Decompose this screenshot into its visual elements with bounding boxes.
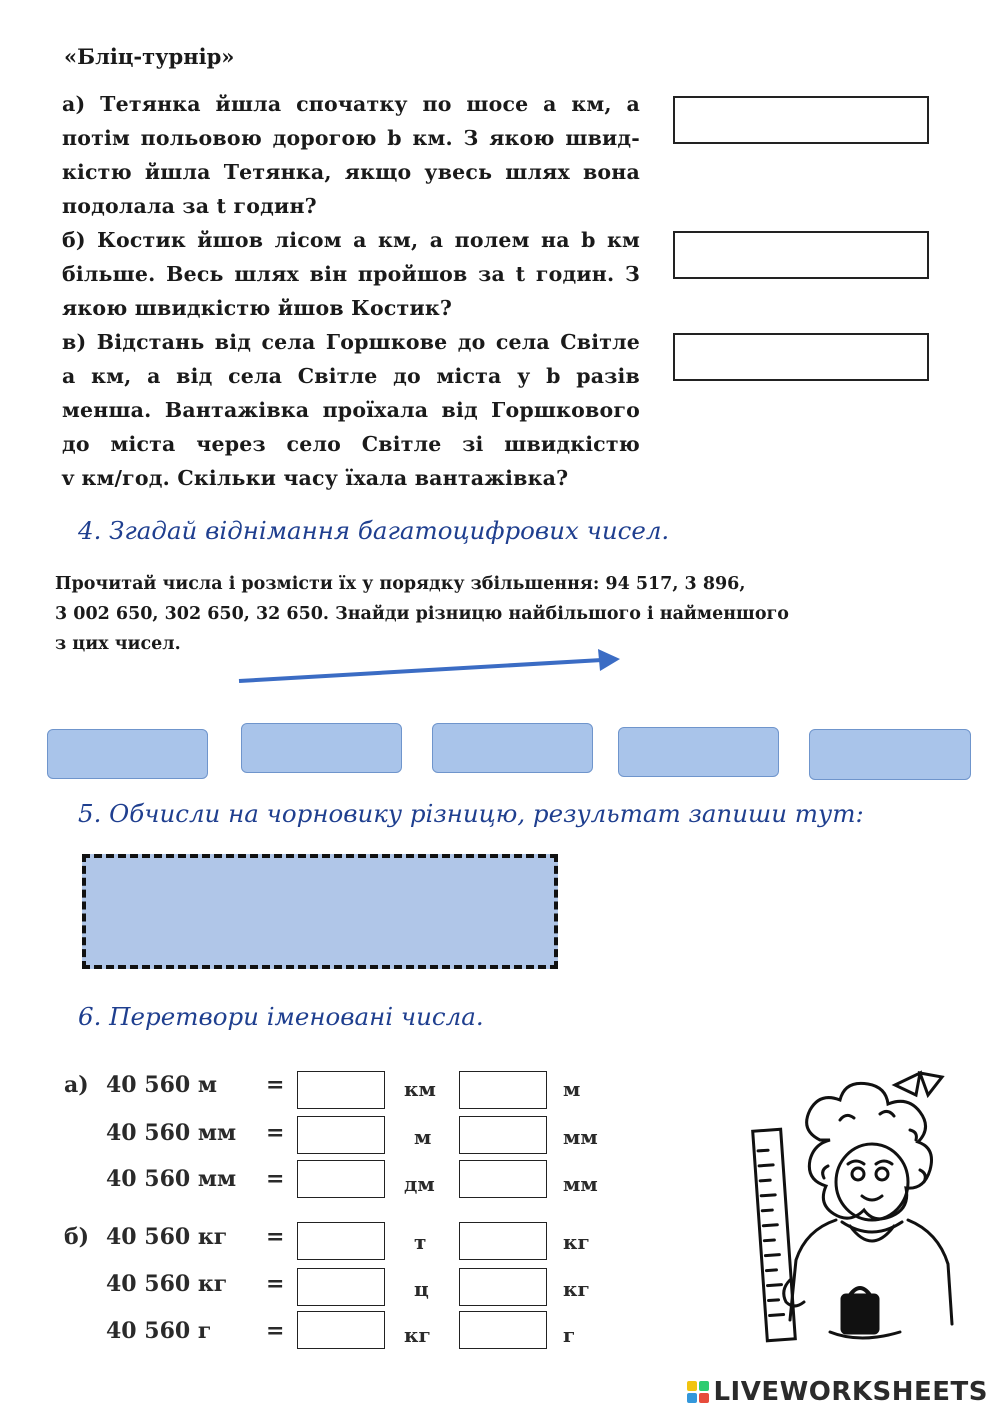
conversion-row-equals: =	[266, 1166, 285, 1192]
conversion-row-prefix: б)	[64, 1224, 90, 1250]
conversion-row-value: 40 560 г	[106, 1318, 212, 1344]
conversion-unit-small: кг	[563, 1230, 590, 1254]
order-slot-5[interactable]	[809, 729, 971, 780]
conversion-unit-small: г	[563, 1323, 576, 1347]
problem-a-line: потім польовою дорогою b км. З якою швид-	[62, 126, 640, 150]
conversion-input-large-unit[interactable]	[297, 1116, 385, 1154]
conversion-row-value: 40 560 мм	[106, 1166, 237, 1192]
problem-a-line: а) Тетянка йшла спочатку по шосе a км, а	[62, 92, 640, 116]
conversion-input-large-unit[interactable]	[297, 1222, 385, 1260]
increasing-order-arrow-icon	[230, 645, 630, 690]
conversion-unit-large: км	[404, 1077, 436, 1101]
conversion-input-small-unit[interactable]	[459, 1116, 547, 1154]
conversion-input-small-unit[interactable]	[459, 1160, 547, 1198]
liveworksheets-watermark	[687, 1377, 988, 1407]
conversion-unit-small: кг	[563, 1277, 590, 1301]
conversion-row-equals: =	[266, 1271, 285, 1297]
conversion-input-small-unit[interactable]	[459, 1311, 547, 1349]
conversion-row-equals: =	[266, 1318, 285, 1344]
problem-c-line: a км, а від села Світле до міста у b разів	[62, 364, 640, 388]
conversion-row-value: 40 560 мм	[106, 1120, 237, 1146]
conversion-input-large-unit[interactable]	[297, 1311, 385, 1349]
conversion-row-value: 40 560 кг	[106, 1224, 228, 1250]
conversion-unit-large: т	[414, 1230, 427, 1254]
section-6-heading: 6. Перетвори іменовані числа.	[78, 1002, 484, 1031]
difference-result-input[interactable]	[82, 854, 558, 969]
conversion-row-value: 40 560 м	[106, 1072, 217, 1098]
problem-a	[62, 87, 640, 223]
problem-c-line: до міста через село Світле зі швидкістю	[62, 432, 640, 456]
ordering-task-line: Прочитай числа і розмісти їх у порядку збільшення: 94 517, 3 896,	[55, 574, 746, 594]
problem-a-line: подолала за t годин?	[62, 194, 317, 218]
ordering-task-line: 3 002 650, 302 650, 32 650. Знайди різницю найбільшого і найменшого	[55, 604, 789, 624]
conversion-unit-small: мм	[563, 1172, 598, 1196]
section-5-heading: 5. Обчисли на чорновику різницю, результат запиши тут:	[78, 799, 864, 828]
conversion-unit-small: м	[563, 1077, 581, 1101]
conversion-input-small-unit[interactable]	[459, 1071, 547, 1109]
answer-box-a[interactable]	[673, 96, 929, 144]
liveworksheets-logo-icon	[687, 1381, 709, 1403]
order-slot-1[interactable]	[47, 729, 208, 779]
conversion-input-large-unit[interactable]	[297, 1071, 385, 1109]
conversion-row-value: 40 560 кг	[106, 1271, 228, 1297]
conversion-unit-large: кг	[404, 1323, 431, 1347]
order-slot-4[interactable]	[618, 727, 779, 777]
conversion-row-prefix: а)	[64, 1072, 89, 1098]
problem-c-line: в) Відстань від села Горшкове до села Світле	[62, 330, 640, 354]
answer-box-b[interactable]	[673, 231, 929, 279]
order-slot-3[interactable]	[432, 723, 593, 773]
girl-with-ruler-illustration	[750, 1070, 975, 1360]
order-slot-2[interactable]	[241, 723, 402, 773]
problem-c-line: v км/год. Скільки часу їхала вантажівка?	[62, 466, 569, 490]
conversion-input-large-unit[interactable]	[297, 1268, 385, 1306]
conversion-input-small-unit[interactable]	[459, 1268, 547, 1306]
conversion-unit-large: ц	[414, 1277, 429, 1301]
conversion-input-large-unit[interactable]	[297, 1160, 385, 1198]
conversion-unit-small: мм	[563, 1125, 598, 1149]
conversion-row-equals: =	[266, 1224, 285, 1250]
problem-c	[62, 325, 640, 495]
problem-a-line: кістю йшла Тетянка, якщо увесь шлях вона	[62, 160, 640, 184]
conversion-input-small-unit[interactable]	[459, 1222, 547, 1260]
problem-b-line: більше. Весь шлях він пройшов за t годин. З	[62, 262, 640, 286]
conversion-unit-large: дм	[404, 1172, 435, 1196]
blitz-title: «Бліц-турнір»	[64, 44, 235, 69]
conversion-unit-large: м	[414, 1125, 432, 1149]
conversion-row-equals: =	[266, 1072, 285, 1098]
ordering-task-line: з цих чисел.	[55, 634, 181, 654]
problem-b-line: б) Костик йшов лісом a км, а полем на b км	[62, 228, 640, 252]
problem-b-line: якою швидкістю йшов Костик?	[62, 296, 453, 320]
section-4-heading: 4. Згадай віднімання багатоцифрових чисел.	[78, 516, 670, 545]
answer-box-c[interactable]	[673, 333, 929, 381]
problem-c-line: менша. Вантажівка проїхала від Горшкового	[62, 398, 640, 422]
conversion-row-equals: =	[266, 1120, 285, 1146]
problem-b	[62, 223, 640, 325]
watermark-text: LIVEWORKSHEETS	[713, 1377, 988, 1407]
